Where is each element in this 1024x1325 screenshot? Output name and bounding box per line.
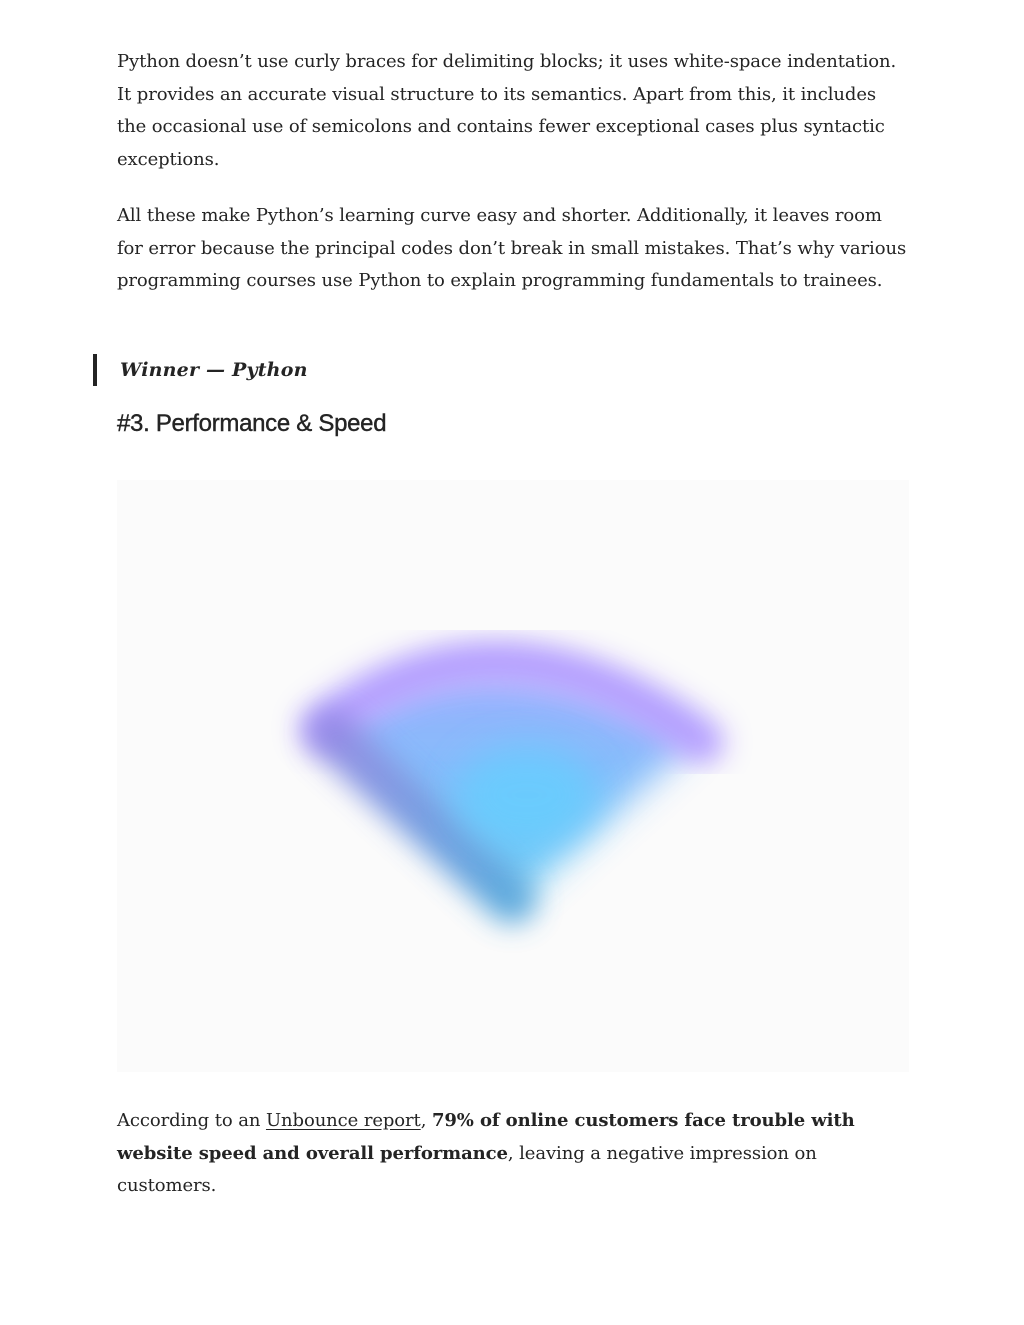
closing-bold-statistic: 79% of online customers face trouble with website speed and overall performance <box>117 1110 855 1164</box>
blurred-speed-gauge-icon <box>117 480 909 1072</box>
paragraph-learning-curve: All these make Python’s learning curve easy and shorter. Additionally, it leaves room for error because the principal codes don’t break in small mistakes. That’s why various programming courses use Python to explain programming fundamentals to trainees. <box>117 205 907 292</box>
closing-tail: , leaving a negative impression on customers. <box>117 1142 817 1197</box>
speed-illustration <box>117 480 909 1072</box>
paragraph-unbounce-report <box>117 1105 909 1203</box>
blockquote-bar <box>93 354 97 386</box>
paragraph-python-indentation: Python doesn’t use curly braces for delimiting blocks; it uses white-space indentation. It provides an accurate visual structure to its semantics. Apart from this, it includes the occasional use of semicolons and contains fewer exceptional cases plus syntactic exceptions. <box>117 51 897 171</box>
unbounce-report-link[interactable]: Unbounce report <box>265 1110 421 1131</box>
gauge-glow <box>457 745 597 845</box>
closing-after-link: , <box>420 1110 432 1131</box>
section-heading: #3. Performance & Speed <box>117 410 387 437</box>
winner-quote: Winner — Python <box>120 359 308 381</box>
closing-lead: According to an <box>117 1110 266 1131</box>
